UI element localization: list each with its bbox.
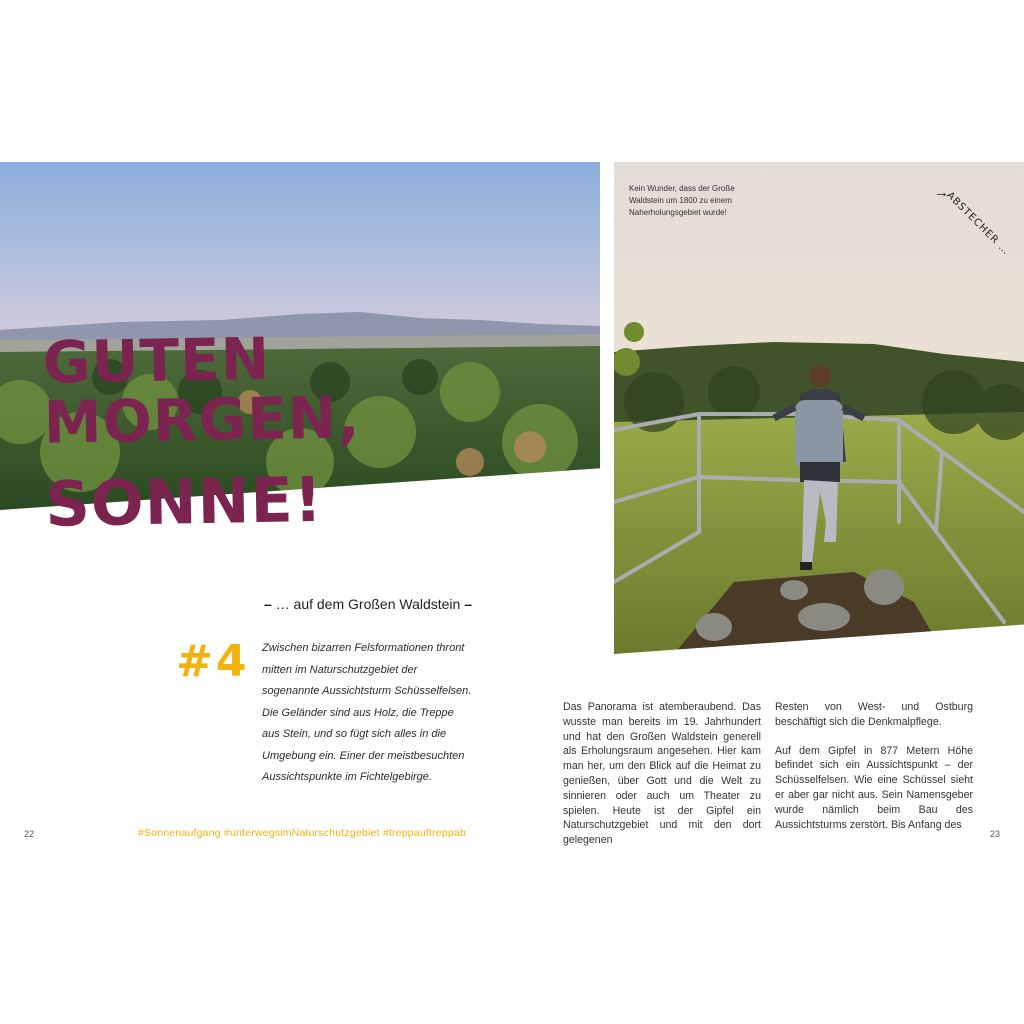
page-number-left: 22 <box>24 829 35 839</box>
body-paragraph: Auf dem Gipfel in 877 Metern Höhe befindet sich ein Aussichtspunkt – der Schüsselfelsen. Wie eine Schüssel sieht er aber gar nicht aus. Sein Namensgeber wurde nämlich beim Bau des Aussichtsturms zerstört. Bis Anfang des <box>775 744 973 831</box>
headline-line-1: GUTEN <box>42 324 271 397</box>
subtitle <box>250 592 486 616</box>
subtitle-text: … auf dem Großen Waldstein <box>275 596 461 612</box>
headline <box>42 324 362 541</box>
headline-line-3: SONNE! <box>44 462 324 541</box>
body-paragraph: Resten von West- und Ostburg beschäftigt sich die Denkmalpflege. <box>775 701 973 728</box>
body-column-1 <box>563 700 761 862</box>
body-column-2 <box>775 700 973 846</box>
hashtags: #Sonnenaufgang #unterwegsimNaturschutzgebiet #treppauftreppab <box>138 827 467 839</box>
abstecher-label <box>930 182 1012 258</box>
subtitle-dash-right: – <box>464 596 473 612</box>
arrow-right-icon: → <box>934 184 949 201</box>
body-paragraph: Das Panorama ist atemberaubend. Das wusste man bereits im 19. Jahrhundert und hat den Großen Waldstein generell als Erholungsraum angesehen. Hier kam man her, um den Blick auf die Heimat zu genießen, über Gott und die Welt zu sinnieren oder auch um Theater zu spielen. Heute ist der Gipfel ein Naturschutzgebiet und mit den dort gelegenen <box>563 701 761 847</box>
abstecher-text: ABSTECHER … <box>944 190 1012 258</box>
headline-line-2: MORGEN, <box>43 383 361 457</box>
page-number-right: 23 <box>990 829 1001 839</box>
photo-caption: Kein Wunder, dass der Große Waldstein um 1800 zu einem Naherholungsgebiet wurde! <box>629 184 735 217</box>
subtitle-dash-left: – <box>263 596 272 612</box>
chapter-number: #4 <box>176 636 250 687</box>
intro-text: Zwischen bizarren Felsformationen thront mitten im Naturschutzgebiet der sogenannte Aussichtsturm Schüsselfelsen. Die Geländer sind aus Holz, die Treppe aus Stein, und so fügt sich alles in die Umgebung ein. Einer der meistbesuchten Aussichtspunkte im Fichtelgebirge. <box>262 642 472 783</box>
